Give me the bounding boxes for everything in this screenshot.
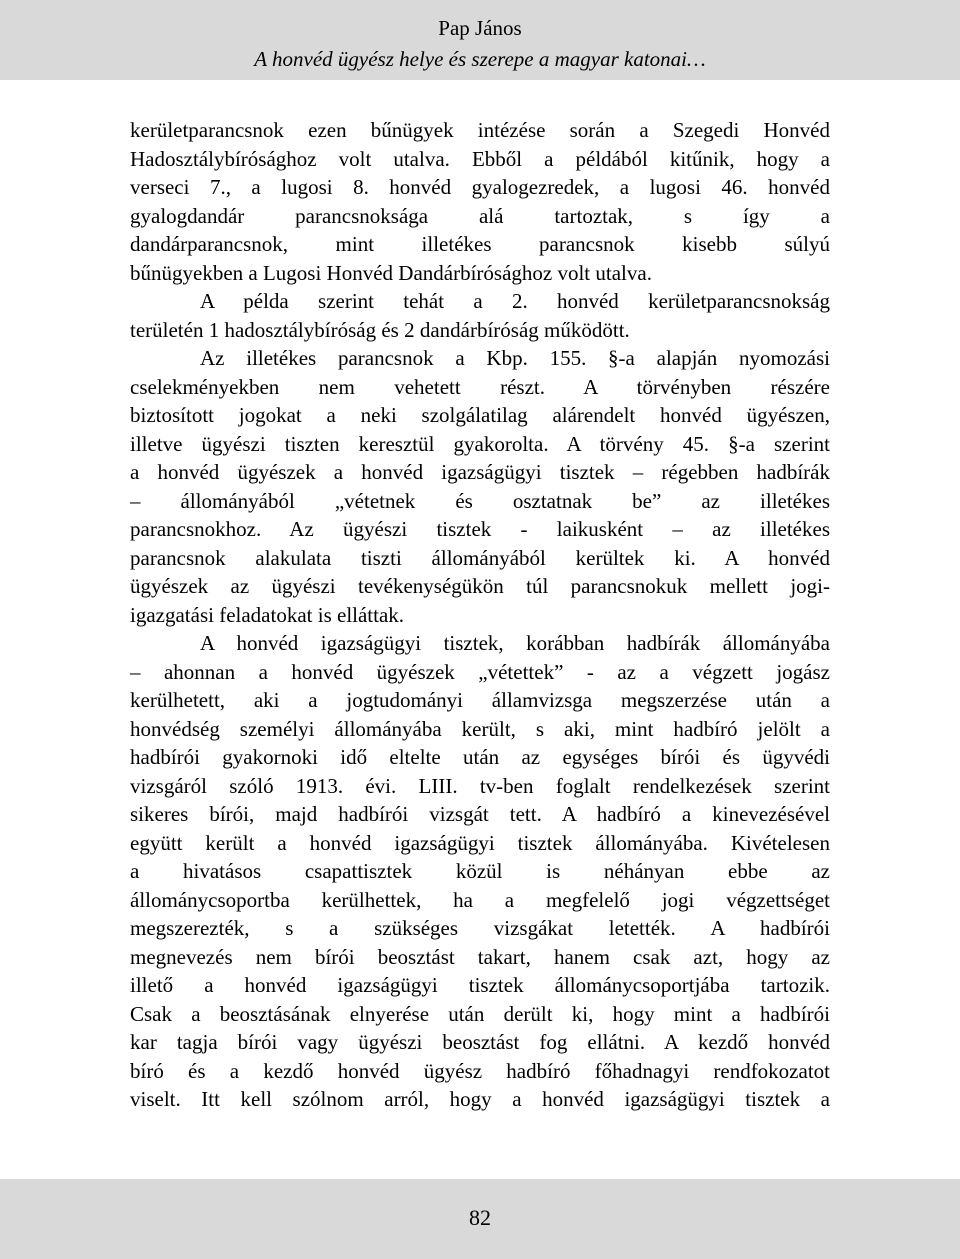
text-line: Az illetékes parancsnok a Kbp. 155. §-a alapján nyomozási — [200, 346, 830, 370]
body-text — [130, 116, 830, 1114]
text-line: a honvéd ügyészek a honvéd igazságügyi tisztek – régebben hadbírák — [130, 460, 830, 484]
text-line: kerülhetett, aki a jogtudományi államvizsga megszerzése után a — [130, 688, 830, 712]
text-line: gyalogdandár parancsnoksága alá tartoztak, s így a — [130, 203, 830, 228]
text-line: cselekményekben nem vehetett részt. A törvényben részére — [130, 374, 830, 399]
text-line: bíró és a kezdő honvéd ügyész hadbíró főhadnagyi rendfokozatot — [130, 1058, 830, 1083]
text-line: illető a honvéd igazságügyi tisztek állománycsoportjába tartozik. — [130, 973, 830, 997]
text-line: Csak a beosztásának elnyerése után derült ki, hogy mint a hadbírói — [130, 1001, 830, 1026]
text-line: vizsgáról szóló 1913. évi. LIII. tv-ben foglalt rendelkezések szerint — [130, 773, 830, 798]
text-line: kerületparancsnok ezen bűnügyek intézése során a Szegedi Honvéd — [130, 118, 830, 142]
text-line: állománycsoportba kerülhettek, ha a megfelelő jogi végzettséget — [130, 887, 830, 912]
text-line: parancsnok alakulata tiszti állományából kerültek ki. A honvéd — [130, 545, 830, 570]
text-line: sikeres bírói, majd hadbírói vizsgát tett. A hadbíró a kinevezésével — [130, 802, 830, 826]
text-line: Hadosztálybírósághoz volt utalva. Ebből a példából kitűnik, hogy a — [130, 146, 830, 171]
text-line: A honvéd igazságügyi tisztek, korábban hadbírák állományába — [200, 631, 830, 655]
text-line: területén 1 hadosztálybíróság és 2 dandárbíróság működött. — [130, 317, 630, 342]
text-line: megnevezés nem bírói beosztást takart, hanem csak azt, hogy az — [130, 944, 830, 969]
text-line: verseci 7., a lugosi 8. honvéd gyalogezredek, a lugosi 46. honvéd — [130, 175, 830, 199]
header-author: Pap János — [438, 16, 522, 40]
text-line: illetve ügyészi tiszten keresztül gyakorolta. A törvény 45. §-a szerint — [130, 431, 830, 456]
text-line: ügyészek az ügyészi tevékenységükön túl parancsnokuk mellett jogi- — [130, 574, 830, 598]
text-line: igazgatási feladatokat is elláttak. — [130, 602, 405, 627]
text-line: biztosított jogokat a neki szolgálatilag alárendelt honvéd ügyészen, — [130, 403, 830, 427]
text-line: – állományából „vétetnek és osztatnak be” az illetékes — [130, 488, 830, 513]
text-line: együtt került a honvéd igazságügyi tisztek állományába. Kivételesen — [130, 830, 830, 855]
text-line: honvédség személyi állományába került, s aki, mint hadbíró jelölt a — [130, 716, 830, 741]
text-line: A példa szerint tehát a 2. honvéd kerületparancsnokság — [200, 289, 830, 313]
text-line: a hivatásos csapattisztek közül is néhányan ebbe az — [130, 859, 830, 883]
text-line: hadbírói gyakornoki idő eltelte után az egységes bírói és ügyvédi — [130, 745, 830, 769]
text-line: bűnügyekben a Lugosi Honvéd Dandárbírósághoz volt utalva. — [130, 260, 652, 285]
text-line: kar tagja bírói vagy ügyészi beosztást fog ellátni. A kezdő honvéd — [130, 1030, 830, 1054]
text-line: parancsnokhoz. Az ügyészi tisztek - laikusként – az illetékes — [130, 517, 830, 541]
running-header — [0, 0, 960, 80]
text-line: dandárparancsnok, mint illetékes parancsnok kisebb súlyú — [130, 232, 830, 256]
header-title: A honvéd ügyész helye és szerepe a magyar katonai… — [254, 47, 706, 71]
running-footer — [0, 1179, 960, 1259]
text-line: – ahonnan a honvéd ügyészek „vétettek” - az a végzett jogász — [130, 659, 830, 684]
text-line: viselt. Itt kell szólnom arról, hogy a honvéd igazságügyi tisztek a — [130, 1087, 830, 1111]
page-number: 82 — [469, 1205, 491, 1230]
text-line: megszerezték, s a szükséges vizsgákat letették. A hadbírói — [130, 916, 830, 940]
